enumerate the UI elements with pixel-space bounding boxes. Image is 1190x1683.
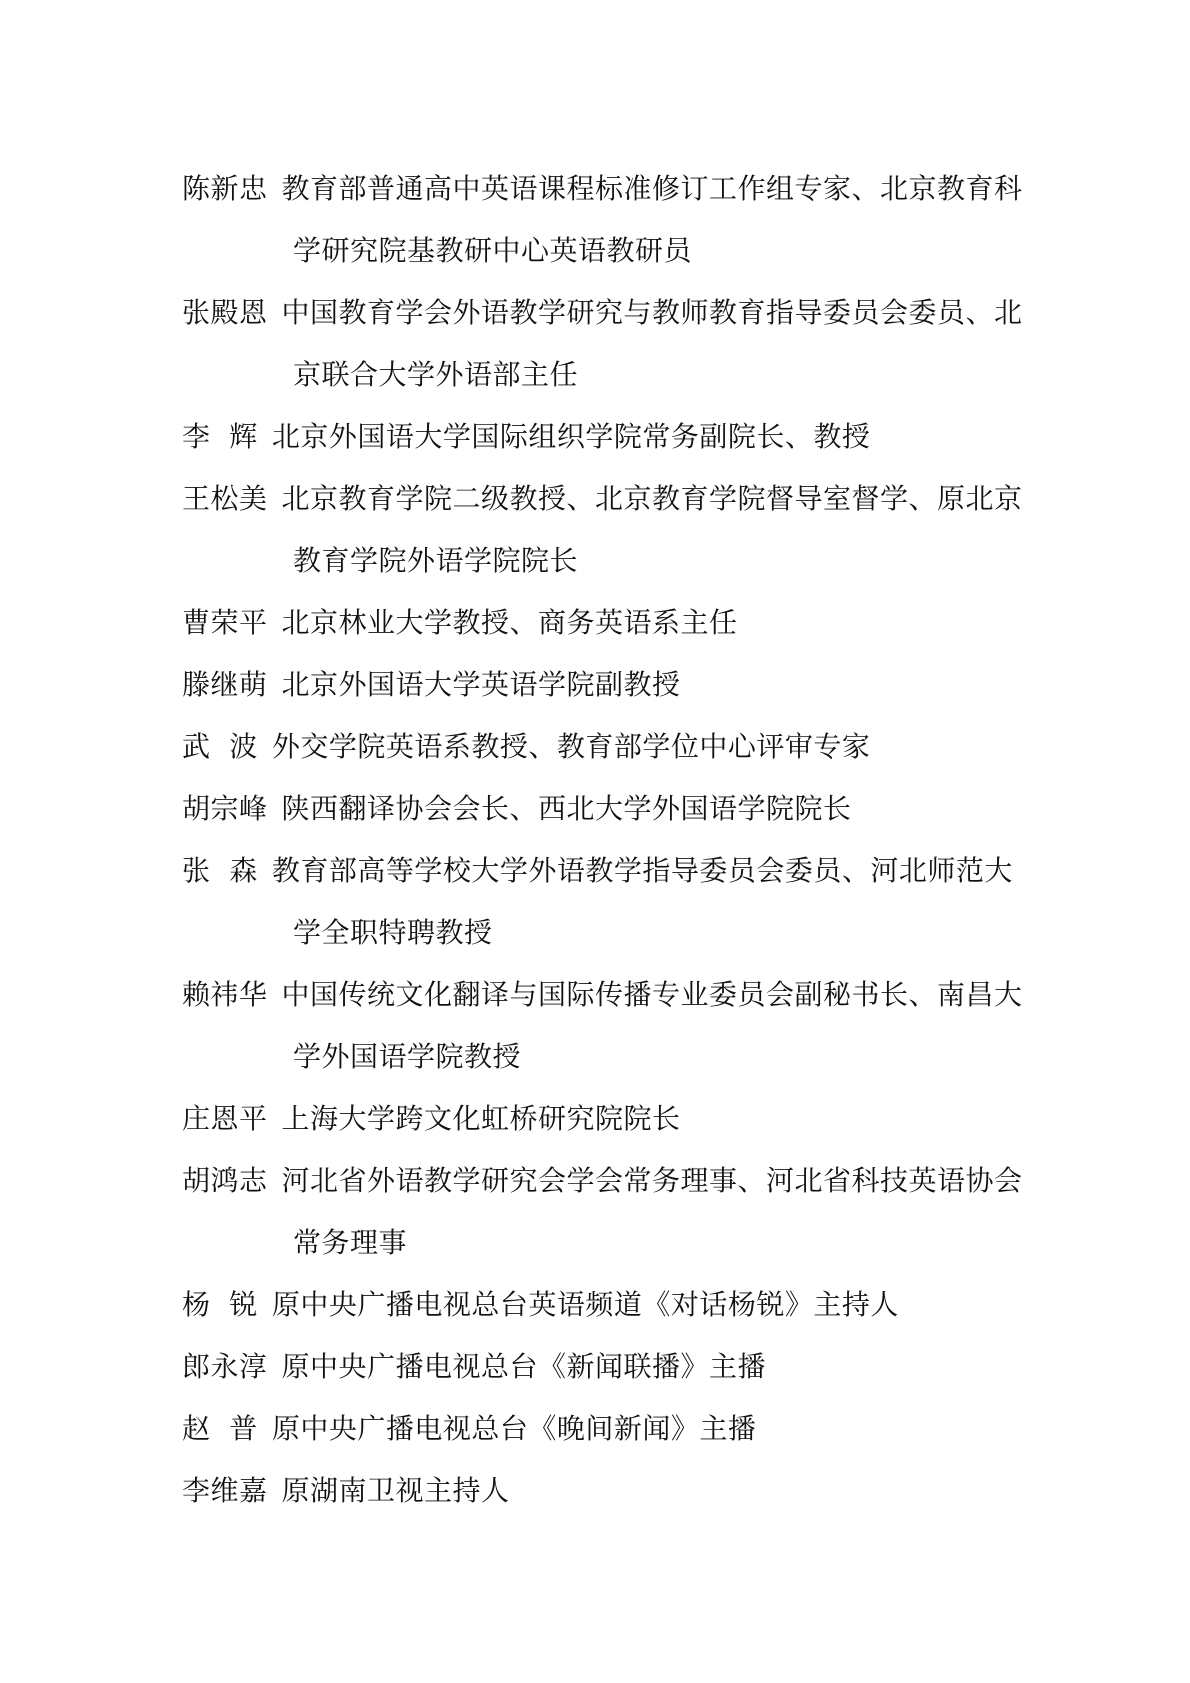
person-title: 北京外国语大学英语学院副教授	[281, 668, 681, 701]
list-item	[182, 468, 1023, 592]
list-item	[182, 840, 1012, 964]
person-title: 北京教育学院二级教授、北京教育学院督导室督学、原北京	[281, 482, 1023, 515]
person-title: 原中央广播电视总台《晚间新闻》主播	[271, 1412, 757, 1445]
person-title: 陕西翻译协会会长、西北大学外国语学院院长	[281, 792, 852, 825]
expert-list	[182, 158, 1023, 1522]
person-name: 赖祎华	[182, 978, 268, 1011]
person-title-continued: 学全职特聘教授	[293, 916, 493, 949]
person-name: 王松美	[182, 482, 268, 515]
list-item	[182, 158, 1023, 282]
list-item	[182, 1274, 1012, 1336]
list-item	[182, 282, 1023, 406]
person-title: 原中央广播电视总台英语频道《对话杨锐》主持人	[271, 1288, 899, 1321]
person-name: 张殿恩	[182, 296, 268, 329]
person-name: 李 辉	[182, 420, 258, 453]
list-item	[182, 716, 1012, 778]
person-title: 北京外国语大学国际组织学院常务副院长、教授	[271, 420, 871, 453]
person-name: 曹荣平	[182, 606, 268, 639]
person-title: 原中央广播电视总台《新闻联播》主播	[281, 1350, 767, 1383]
list-item	[182, 1460, 1012, 1522]
person-title: 教育部普通高中英语课程标准修订工作组专家、北京教育科	[281, 172, 1023, 205]
person-title: 原湖南卫视主持人	[281, 1474, 510, 1507]
person-title: 上海大学跨文化虹桥研究院院长	[281, 1102, 681, 1135]
list-item	[182, 592, 1012, 654]
list-item	[182, 406, 1012, 468]
list-item	[182, 1336, 1012, 1398]
person-name: 庄恩平	[182, 1102, 268, 1135]
list-item	[182, 1150, 1023, 1274]
person-title: 北京林业大学教授、商务英语系主任	[281, 606, 738, 639]
person-title: 中国传统文化翻译与国际传播专业委员会副秘书长、南昌大	[281, 978, 1023, 1011]
person-title-continued: 学研究院基教研中心英语教研员	[293, 234, 693, 267]
person-title: 河北省外语教学研究会学会常务理事、河北省科技英语协会	[281, 1164, 1023, 1197]
person-title: 教育部高等学校大学外语教学指导委员会委员、河北师范大	[271, 854, 1013, 887]
list-item	[182, 964, 1023, 1088]
list-item	[182, 778, 1012, 840]
person-name: 赵 普	[182, 1412, 258, 1445]
person-title-continued: 教育学院外语学院院长	[293, 544, 579, 577]
person-title: 外交学院英语系教授、教育部学位中心评审专家	[271, 730, 871, 763]
person-name: 陈新忠	[182, 172, 268, 205]
person-name: 李维嘉	[182, 1474, 268, 1507]
person-title: 中国教育学会外语教学研究与教师教育指导委员会委员、北	[281, 296, 1023, 329]
person-name: 胡鸿志	[182, 1164, 268, 1197]
person-name: 胡宗峰	[182, 792, 268, 825]
list-item	[182, 1088, 1012, 1150]
list-item	[182, 1398, 1012, 1460]
person-name: 郎永淳	[182, 1350, 268, 1383]
person-name: 滕继萌	[182, 668, 268, 701]
person-title-continued: 京联合大学外语部主任	[293, 358, 579, 391]
list-item	[182, 654, 1012, 716]
person-title-continued: 常务理事	[293, 1226, 408, 1259]
person-name: 杨 锐	[182, 1288, 258, 1321]
person-title-continued: 学外国语学院教授	[293, 1040, 522, 1073]
person-name: 武 波	[182, 730, 258, 763]
person-name: 张 森	[182, 854, 258, 887]
